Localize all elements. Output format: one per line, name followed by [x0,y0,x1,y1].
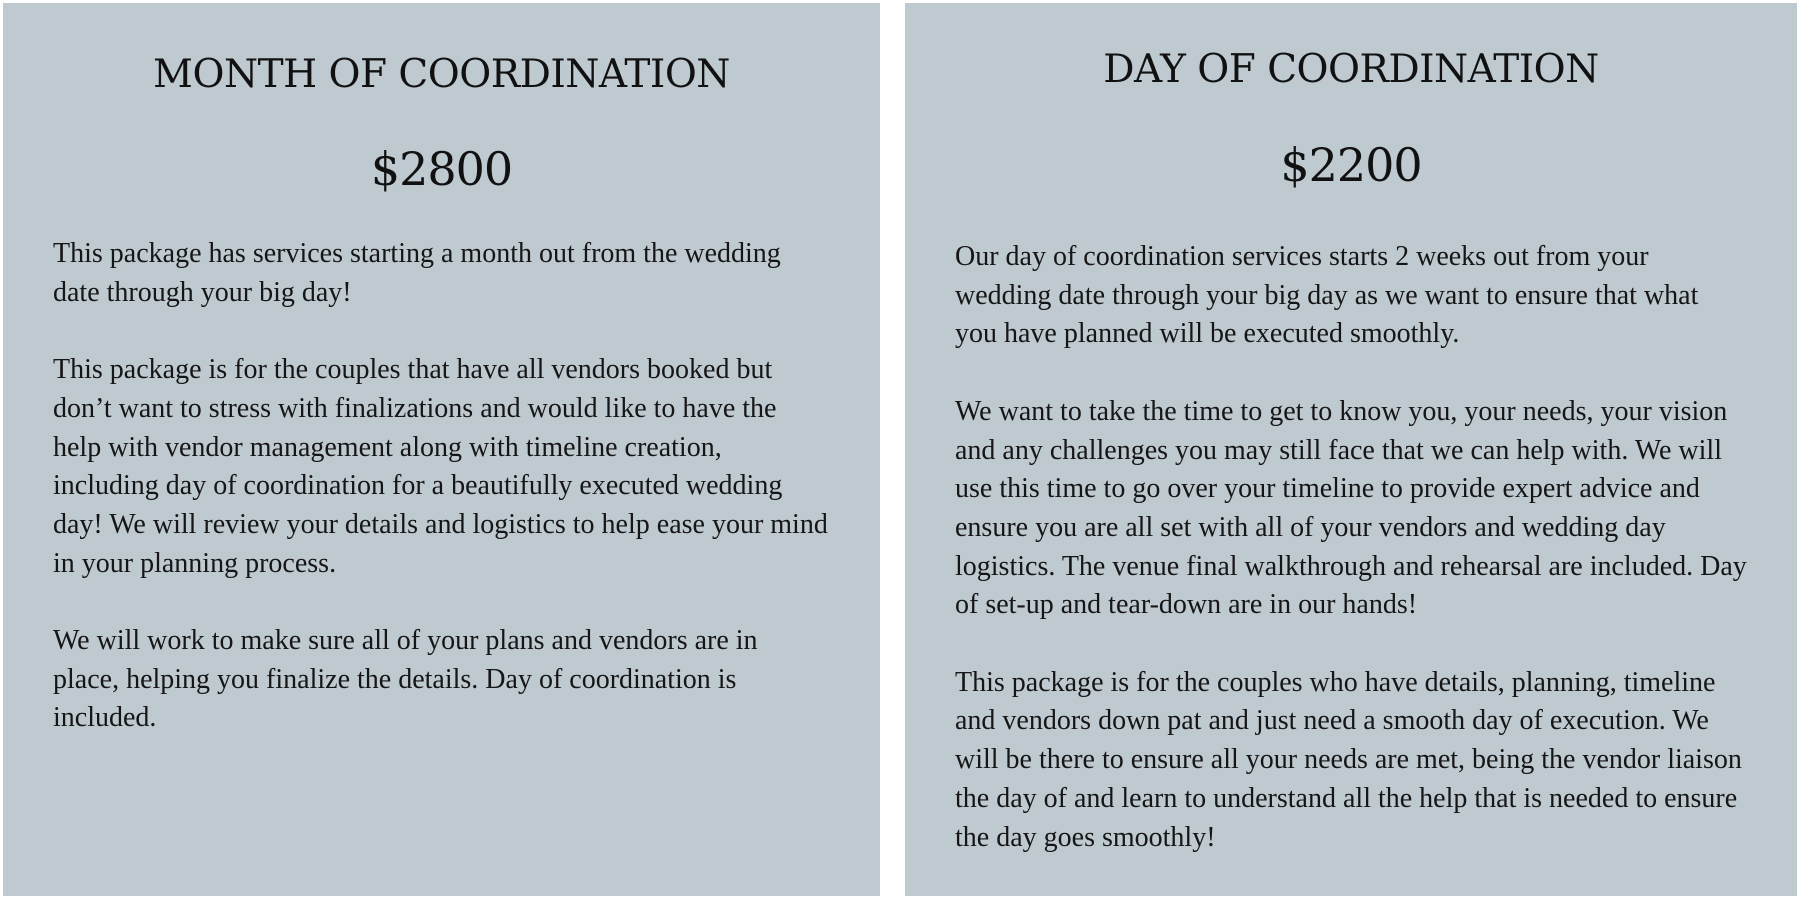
package-title: MONTH OF COORDINATION [153,52,730,97]
description-paragraph: We want to take the time to get to know you, your needs, your vision and any challenges you may still face that we can help with. We will use this time to go over your timeline to provide expert advice and ensure you are all set with all of your vendors and wedding day logistics. The venue final walkthrough and rehearsal are included. Day of set-up and tear-down are in our hands! [955,395,1747,621]
day-of-coordination-package [905,3,1797,896]
package-price: $2200 [1280,138,1422,192]
package-description [53,235,830,738]
description-paragraph: This package is for the couples that have all vendors booked but don’t want to stress with finalizations and would like to have the help with vendor management along with timeline creation, including day of coordination for a beautifully executed wedding day! We will review your details and logistics to help ease your mind in your planning process. [53,354,828,579]
package-title: DAY OF COORDINATION [1103,47,1599,92]
description-paragraph: This package is for the couples who have details, planning, timeline and vendors down pat and just need a smooth day of execution. We will be there to ensure all your needs are met, being the vendor liaison the day of and learn to understand all the help that is needed to ensure the day goes smoothly! [955,666,1742,853]
month-of-coordination-package [3,3,880,896]
package-description [955,238,1747,857]
description-paragraph: Our day of coordination services starts 2 weeks out from your wedding date through your big day as we want to ensure that what you have planned will be executed smoothly. [955,241,1699,350]
description-paragraph: We will work to make sure all of your plans and vendors are in place, helping you finalize the details. Day of coordination is included. [53,625,758,734]
package-price: $2800 [370,142,513,196]
description-paragraph: This package has services starting a month out from the wedding date through your big day! [53,238,781,308]
